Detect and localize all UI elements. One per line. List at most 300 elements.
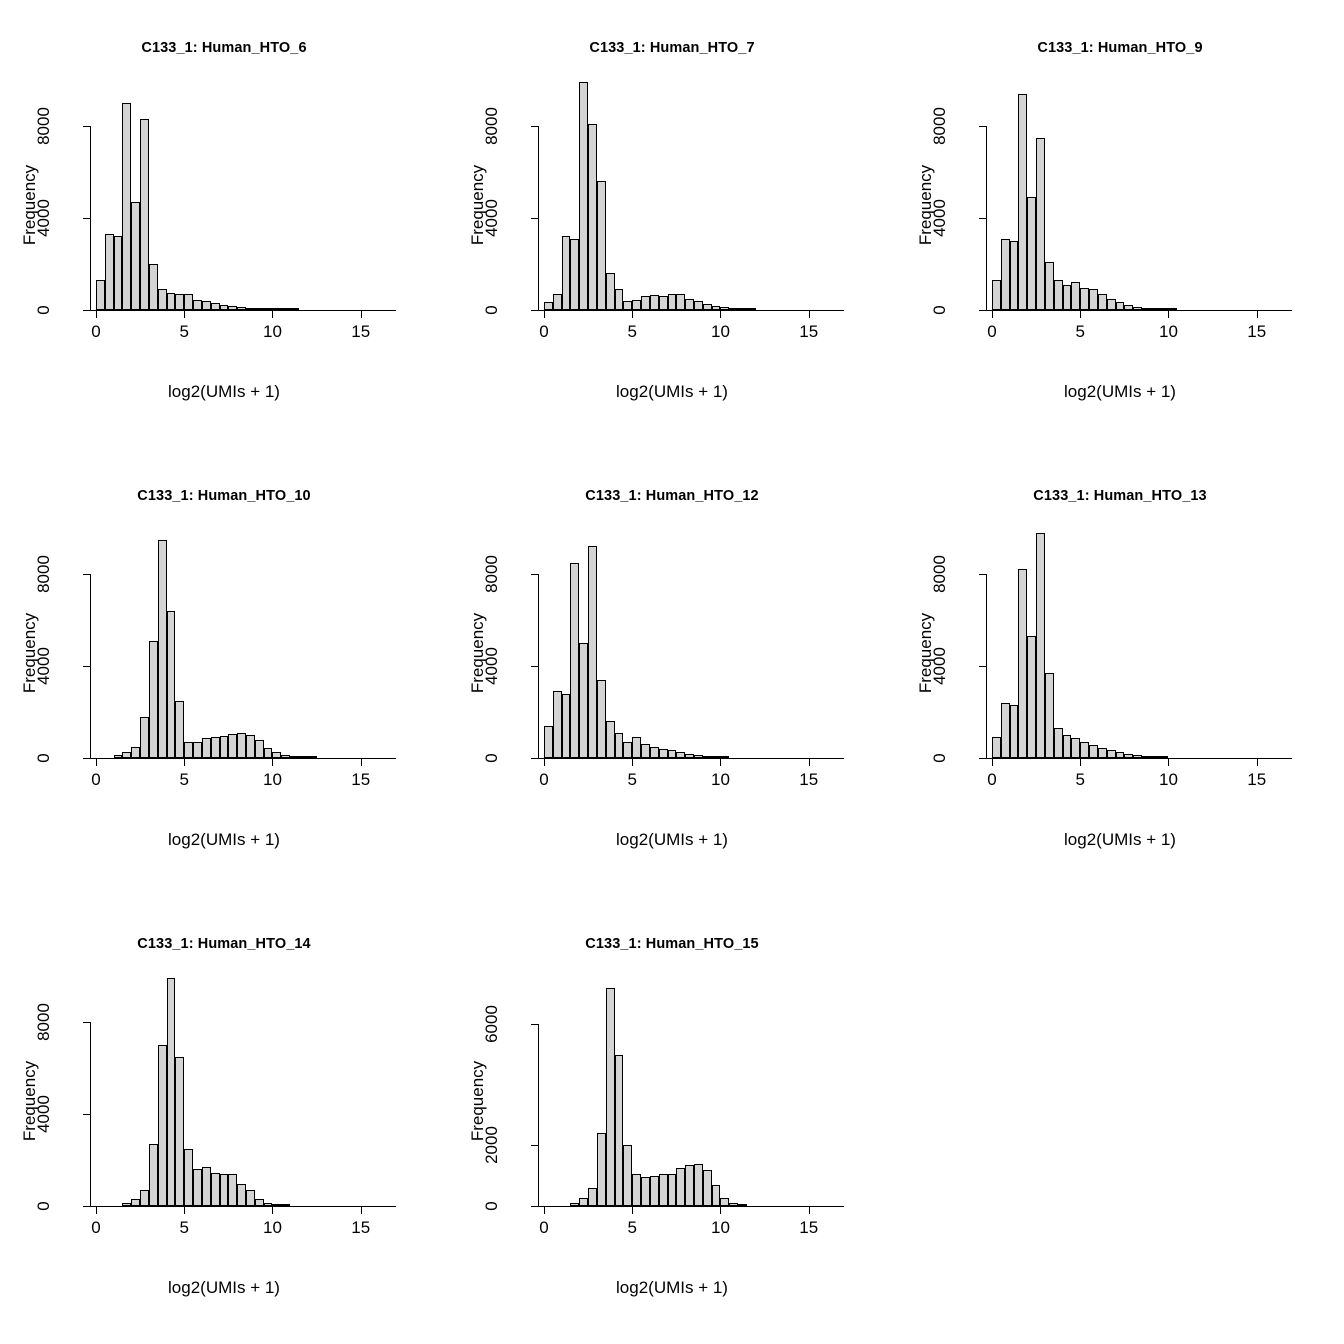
histogram-bar [562,694,571,758]
panel-title: C133_1: Human_HTO_9 [1037,40,1203,56]
x-axis-line [538,1206,844,1207]
histogram-bar [615,289,624,310]
histogram-bar [703,1170,712,1206]
histogram-panel [0,0,448,448]
y-tick-label: 8000 [34,555,53,593]
y-tick-label: 8000 [930,107,949,145]
x-axis-line [986,310,1292,311]
x-tick [1257,759,1258,766]
histogram-bar [606,721,615,758]
histogram-bar [553,691,562,758]
histogram-bar [641,296,650,310]
x-axis-line [90,310,396,311]
x-axis-label: log2(UMIs + 1) [168,382,280,401]
histogram-panel [448,896,896,1344]
x-tick [1168,759,1169,766]
histogram-bar [738,308,747,310]
y-tick-label: 4000 [34,199,53,237]
histogram-bar [632,300,641,310]
panel-title: C133_1: Human_HTO_6 [141,40,307,56]
histogram-bar [668,750,677,758]
histogram-bar [193,742,202,758]
histogram-bar [246,735,255,758]
histogram-bar [553,294,562,310]
x-tick-label: 0 [539,770,549,789]
histogram-bar [623,301,632,310]
histogram-bar [712,1185,721,1206]
y-tick-label: 2000 [482,1126,501,1165]
histogram-bar [255,308,264,310]
x-tick-label: 15 [351,1218,371,1237]
histogram-bar [184,294,193,310]
y-tick-label: 4000 [34,647,53,685]
histogram-bar [1071,738,1080,758]
histogram-bar [703,756,712,758]
x-tick [632,1207,633,1214]
histogram-bar [193,300,202,310]
histogram-bar [1089,289,1098,310]
y-tick-label: 0 [482,1201,501,1211]
histogram-bar [588,546,597,758]
panel-title: C133_1: Human_HTO_13 [1033,488,1207,504]
x-tick [632,311,633,318]
histogram-bar [272,308,281,310]
y-tick-label: 0 [34,753,53,763]
histogram-bar [659,296,668,310]
y-tick-label: 8000 [34,107,53,145]
histogram-bar [570,239,579,310]
histogram-bar [562,236,571,310]
histogram-panel [448,448,896,896]
x-tick-label: 5 [179,770,189,789]
x-axis-line [90,758,396,759]
y-tick-label: 0 [34,1201,53,1211]
histogram-bar [685,1165,694,1206]
x-tick-label: 5 [1075,770,1085,789]
histogram-bar [747,308,756,310]
histogram-bar [1142,756,1151,758]
histogram-bar [202,301,211,310]
histogram-bar [1036,533,1045,758]
histogram-bar [158,540,167,759]
x-tick-label: 5 [627,1218,637,1237]
panel-title: C133_1: Human_HTO_15 [585,936,759,952]
x-tick-label: 5 [179,1218,189,1237]
histogram-bar [606,988,615,1206]
x-tick-label: 0 [539,322,549,341]
x-tick-label: 10 [263,770,282,789]
histogram-bar [264,748,273,758]
y-axis-label: Frequency [916,612,935,694]
y-tick [83,758,90,759]
x-tick [632,759,633,766]
bar-series [0,896,448,1206]
y-tick-label: 6000 [482,1005,501,1044]
histogram-panel [448,0,896,448]
histogram-bar [290,308,299,310]
histogram-bar [211,737,220,758]
histogram-bar [615,1055,624,1206]
x-tick-label: 10 [711,770,730,789]
x-tick-label: 5 [179,322,189,341]
x-tick-label: 15 [351,770,371,789]
histogram-bar [175,701,184,759]
x-axis-line [538,310,844,311]
x-tick [992,759,993,766]
x-tick-label: 0 [91,1218,101,1237]
histogram-bar [1151,756,1160,758]
histogram-bar [228,306,237,310]
x-tick [272,311,273,318]
y-tick-label: 8000 [930,555,949,593]
y-tick [83,310,90,311]
x-tick-label: 15 [1247,322,1267,341]
histogram-bar [220,1174,229,1206]
histogram-bar [299,756,308,758]
histogram-bar [158,1045,167,1206]
panel-title: C133_1: Human_HTO_12 [585,488,759,504]
x-tick [809,759,810,766]
y-axis-label: Frequency [468,1060,487,1142]
x-tick-label: 10 [1159,322,1178,341]
histogram-bar [246,1190,255,1206]
y-tick [979,758,986,759]
histogram-bar [140,1190,149,1206]
histogram-bar [1168,308,1177,310]
histogram-bar [1071,282,1080,310]
histogram-bar [579,1198,588,1206]
x-axis-line [986,758,1292,759]
histogram-panel [896,0,1344,448]
histogram-bar [1124,754,1133,758]
histogram-bar [237,733,246,758]
x-tick-label: 15 [799,770,819,789]
histogram-bar [694,301,703,310]
y-tick-label: 0 [482,753,501,763]
histogram-bar [1107,750,1116,758]
histogram-bar [228,1174,237,1206]
histogram-bar [114,755,123,758]
histogram-bar [1142,308,1151,310]
histogram-bar [149,641,158,758]
histogram-bar [712,756,721,758]
histogram-bar [122,1203,131,1206]
x-tick-label: 15 [351,322,371,341]
x-tick-label: 10 [711,322,730,341]
bar-series [896,0,1344,310]
histogram-bar [122,752,131,758]
histogram-bar [992,737,1001,758]
histogram-bar [685,299,694,310]
histogram-bar [264,1203,273,1206]
histogram-bar [650,1176,659,1206]
histogram-bar [1116,752,1125,758]
panel-title: C133_1: Human_HTO_14 [137,936,311,952]
histogram-bar [1098,748,1107,758]
x-tick-label: 5 [1075,322,1085,341]
histogram-bar [720,307,729,310]
histogram-bar [544,302,553,310]
y-axis-label: Frequency [468,164,487,246]
x-tick-label: 0 [987,770,997,789]
histogram-bar [255,740,264,758]
histogram-bar [623,1145,632,1206]
x-tick [544,1207,545,1214]
panel-title: C133_1: Human_HTO_10 [137,488,311,504]
histogram-bar [570,563,579,759]
histogram-bar [1027,636,1036,758]
histogram-bar [1151,308,1160,310]
histogram-bar [1089,745,1098,758]
histogram-bar [237,1184,246,1206]
histogram-bar [720,756,729,758]
x-axis-label: log2(UMIs + 1) [616,382,728,401]
x-tick [96,759,97,766]
histogram-bar [281,1204,290,1206]
histogram-bar [650,747,659,759]
x-axis-label: log2(UMIs + 1) [168,830,280,849]
histogram-bar [1133,307,1142,310]
histogram-bar [544,726,553,758]
histogram-bar [1116,302,1125,310]
histogram-bar [1010,705,1019,758]
bar-series [448,896,896,1206]
histogram-bar [281,308,290,310]
bar-series [0,448,448,758]
histogram-bar [703,304,712,310]
histogram-bar [158,289,167,310]
histogram-bar [570,1203,579,1206]
histogram-bar [729,308,738,310]
y-axis-label: Frequency [20,1060,39,1142]
y-tick-label: 8000 [482,107,501,145]
histogram-bar [1018,94,1027,310]
histogram-bar [1080,742,1089,758]
histogram-bar [694,755,703,758]
x-axis-label: log2(UMIs + 1) [168,1278,280,1297]
histogram-bar [175,1057,184,1207]
x-tick-label: 15 [799,322,819,341]
y-tick-label: 0 [930,753,949,763]
x-tick-label: 5 [627,322,637,341]
x-axis-label: log2(UMIs + 1) [1064,382,1176,401]
histogram-bar [632,737,641,758]
histogram-bar [308,756,317,758]
histogram-bar [694,1164,703,1206]
histogram-bar [131,1199,140,1206]
histogram-bar [650,295,659,310]
histogram-bar [1001,703,1010,758]
histogram-bar [668,1174,677,1206]
histogram-panel [896,448,1344,896]
y-tick-label: 4000 [482,199,501,237]
histogram-bar [1133,755,1142,758]
histogram-bar [202,1167,211,1206]
histogram-bar [992,280,1001,310]
histogram-bar [579,82,588,310]
x-tick [720,1207,721,1214]
x-axis-line [90,1206,396,1207]
histogram-bar [149,264,158,310]
x-tick [809,311,810,318]
x-tick [361,759,362,766]
histogram-bar [659,749,668,758]
y-axis-label: Frequency [20,164,39,246]
histogram-bar [211,303,220,310]
histogram-bar [606,273,615,310]
x-tick [96,311,97,318]
x-tick-label: 10 [263,322,282,341]
histogram-bar [202,738,211,758]
bar-series [448,448,896,758]
histogram-bar [140,717,149,758]
y-tick-label: 8000 [34,1003,53,1041]
histogram-bar [272,752,281,758]
histogram-bar [1027,197,1036,310]
histogram-panel [0,896,448,1344]
histogram-bar [597,181,606,310]
x-tick [992,311,993,318]
x-tick-label: 10 [1159,770,1178,789]
x-tick-label: 10 [711,1218,730,1237]
histogram-bar [96,280,105,310]
histogram-bar [1160,308,1169,310]
x-tick [272,1207,273,1214]
x-tick [1080,311,1081,318]
histogram-bar [738,1204,747,1206]
histogram-bar [140,119,149,310]
x-tick [544,311,545,318]
bar-series [448,0,896,310]
histogram-bar [729,1203,738,1206]
histogram-bar [281,755,290,758]
y-tick [531,1206,538,1207]
histogram-bar [114,236,123,310]
x-tick [272,759,273,766]
x-tick-label: 0 [539,1218,549,1237]
histogram-bar [122,103,131,310]
x-tick [720,311,721,318]
x-tick-label: 0 [987,322,997,341]
x-tick [544,759,545,766]
histogram-panel [0,448,448,896]
y-tick [83,1206,90,1207]
x-axis-label: log2(UMIs + 1) [616,1278,728,1297]
histogram-bar [1063,285,1072,310]
bar-series [896,448,1344,758]
y-tick-label: 0 [34,305,53,315]
histogram-bar [237,307,246,310]
y-axis-label: Frequency [468,612,487,694]
histogram-bar [579,643,588,758]
histogram-bar [668,294,677,310]
histogram-bar [676,752,685,758]
histogram-bar [175,294,184,310]
x-tick [1080,759,1081,766]
histogram-bar [1054,280,1063,310]
histogram-bar [676,294,685,310]
x-tick [1168,311,1169,318]
y-tick [531,758,538,759]
histogram-bar [1010,241,1019,310]
x-tick-label: 15 [1247,770,1267,789]
histogram-bar [1107,299,1116,311]
x-tick-label: 0 [91,770,101,789]
x-tick-label: 15 [799,1218,819,1237]
histogram-bar [588,1188,597,1206]
y-tick-label: 4000 [34,1095,53,1133]
histogram-bar [685,754,694,758]
histogram-bar [167,978,176,1206]
x-tick [184,759,185,766]
y-tick-label: 4000 [930,647,949,685]
histogram-bar [1124,305,1133,310]
histogram-bar [1080,288,1089,310]
histogram-bar [290,756,299,758]
histogram-bar [184,742,193,758]
histogram-bar [1045,262,1054,310]
histogram-bar [255,1199,264,1206]
histogram-bar [184,1149,193,1207]
histogram-bar [623,742,632,758]
histogram-bar [659,1174,668,1206]
histogram-bar [167,293,176,310]
x-tick [809,1207,810,1214]
histogram-bar [131,202,140,310]
histogram-bar [131,747,140,759]
x-tick [1257,311,1258,318]
histogram-bar [615,733,624,758]
histogram-bar [1036,138,1045,311]
histogram-bar [264,308,273,310]
histogram-bar [641,1177,650,1206]
y-tick-label: 4000 [930,199,949,237]
x-tick [361,311,362,318]
histogram-bar [676,1168,685,1206]
histogram-bar [105,234,114,310]
x-tick [720,759,721,766]
x-tick [184,1207,185,1214]
histogram-bar [1063,735,1072,758]
x-tick-label: 10 [263,1218,282,1237]
histogram-bar [1054,728,1063,758]
histogram-bar [597,1133,606,1206]
histogram-bar [211,1173,220,1206]
histogram-bar [220,736,229,758]
histogram-bar [272,1204,281,1206]
x-tick-label: 5 [627,770,637,789]
y-tick [531,310,538,311]
x-tick [96,1207,97,1214]
histogram-bar [712,306,721,310]
y-axis-label: Frequency [916,164,935,246]
y-tick-label: 0 [482,305,501,315]
histogram-bar [246,308,255,310]
x-tick-label: 0 [91,322,101,341]
x-tick [184,311,185,318]
histogram-bar [588,124,597,310]
x-axis-label: log2(UMIs + 1) [616,830,728,849]
x-tick [361,1207,362,1214]
x-axis-line [538,758,844,759]
histogram-bar [193,1169,202,1206]
histogram-bar [220,305,229,310]
x-axis-label: log2(UMIs + 1) [1064,830,1176,849]
histogram-bar [632,1174,641,1206]
histogram-bar [167,611,176,758]
y-tick-label: 4000 [482,647,501,685]
histogram-bar [1098,294,1107,310]
